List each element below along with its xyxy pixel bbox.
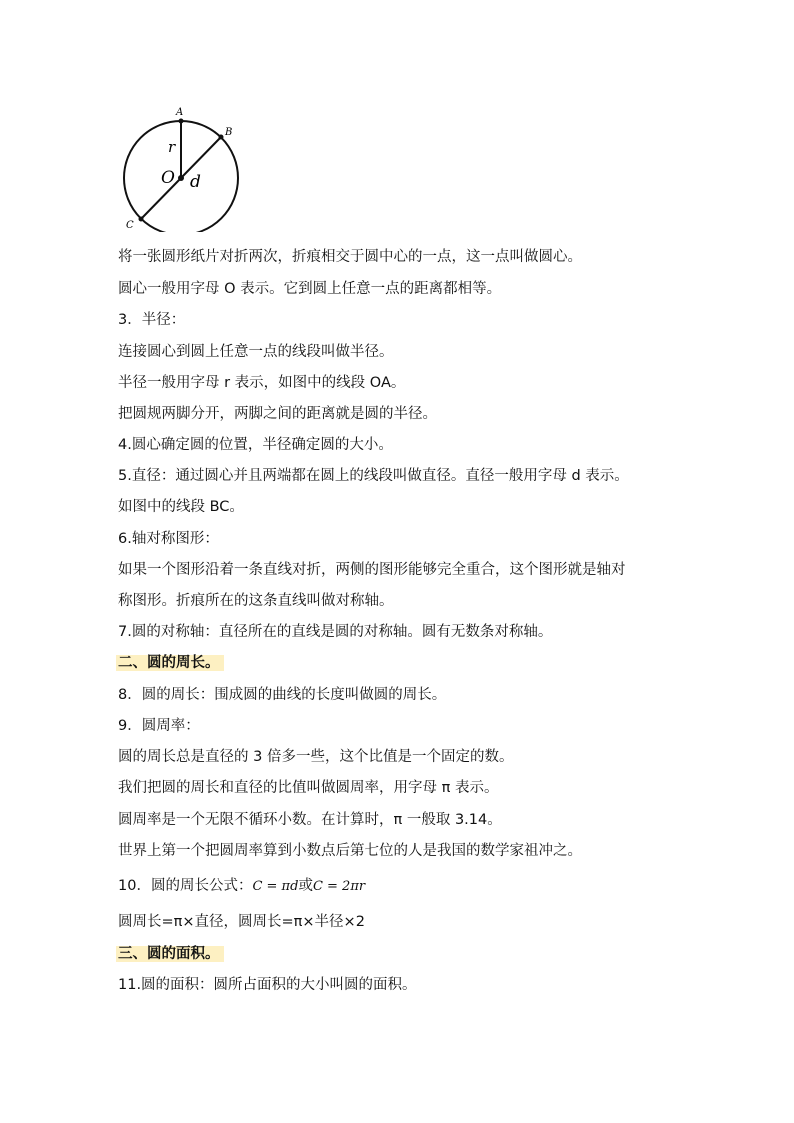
- text-line-12: 称图形。折痕所在的这条直线叫做对称轴。: [118, 593, 394, 609]
- text-line-2: 圆心一般用字母 O 表示。它到圆上任意一点的距离都相等。: [118, 281, 502, 297]
- section-heading-2-text: 二、圆的周长。: [116, 655, 224, 671]
- label-d: d: [190, 172, 201, 192]
- label-C: C: [126, 220, 134, 231]
- text-line-9: 如图中的线段 BC。: [118, 499, 244, 515]
- circle-diagram: [116, 102, 246, 232]
- text-line-14: 8．圆的周长：围成圆的曲线的长度叫做圆的周长。: [118, 687, 447, 703]
- text-line-13: 7.圆的对称轴：直径所在的直线是圆的对称轴。圆有无数条对称轴。: [118, 624, 553, 640]
- text-line-20: 圆周长=π×直径，圆周长=π×半径×2: [118, 914, 365, 930]
- section-heading-circumference: [118, 653, 224, 673]
- text-line-4: 连接圆心到圆上任意一点的线段叫做半径。: [118, 344, 394, 360]
- point-O: [178, 175, 184, 181]
- text-line-11: 如果一个图形沿着一条直线对折，两侧的图形能够完全重合，这个图形就是轴对: [118, 562, 626, 578]
- text-line-5: 半径一般用字母 r 表示，如图中的线段 OA。: [118, 375, 406, 391]
- text-line-15: 9．圆周率：: [118, 718, 200, 734]
- text-line-18: 圆周率是一个无限不循环小数。在计算时，π 一般取 3.14。: [118, 812, 502, 828]
- label-r: r: [168, 138, 176, 156]
- text-line-1: 将一张圆形纸片对折两次，折痕相交于圆中心的一点，这一点叫做圆心。: [118, 249, 582, 265]
- section-heading-3-text: 三、圆的面积。: [116, 946, 224, 962]
- formula-label: 10．圆的周长公式：: [118, 878, 253, 894]
- point-A: [179, 119, 184, 124]
- label-A: A: [176, 107, 184, 118]
- point-B: [219, 135, 224, 140]
- text-line-16: 圆的周长总是直径的 3 倍多一些，这个比值是一个固定的数。: [118, 749, 514, 765]
- section-heading-area: [118, 944, 224, 964]
- label-O: O: [161, 168, 175, 188]
- text-line-21: 11.圆的面积：圆所占面积的大小叫圆的面积。: [118, 977, 417, 993]
- text-line-10: 6.轴对称图形：: [118, 531, 219, 547]
- formula-line: [118, 876, 365, 897]
- text-line-19: 世界上第一个把圆周率算到小数点后第七位的人是我国的数学家祖冲之。: [118, 843, 582, 859]
- text-line-6: 把圆规两脚分开，两脚之间的距离就是圆的半径。: [118, 406, 437, 422]
- text-line-17: 我们把圆的周长和直径的比值叫做圆周率，用字母 π 表示。: [118, 780, 499, 796]
- label-B: B: [225, 127, 233, 138]
- text-line-7: 4.圆心确定圆的位置，半径确定圆的大小。: [118, 437, 393, 453]
- text-line-3: 3．半径：: [118, 312, 186, 328]
- formula-c-pi-d: C = πd: [252, 879, 299, 894]
- formula-or: 或: [298, 878, 313, 894]
- text-line-8: 5.直径：通过圆心并且两端都在圆上的线段叫做直径。直径一般用字母 d 表示。: [118, 468, 629, 484]
- point-C: [139, 217, 144, 222]
- formula-c-2-pi-r: C = 2πr: [312, 879, 366, 894]
